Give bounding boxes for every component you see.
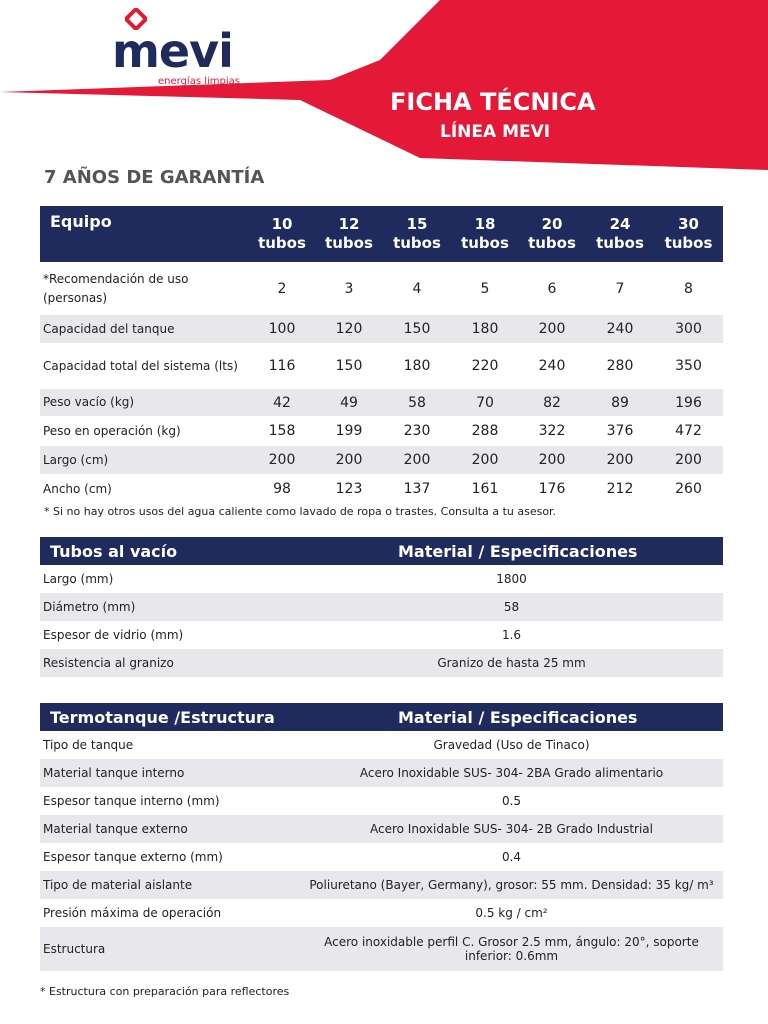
row-label: Largo (mm)	[43, 572, 114, 586]
row-label: Peso en operación (kg)	[43, 423, 181, 438]
table-row	[40, 927, 723, 971]
table-cell: 1.6	[501, 628, 522, 642]
column-header: 18 tubos	[461, 215, 509, 252]
table-row	[40, 593, 723, 621]
table-cell: Granizo de hasta 25 mm	[437, 656, 586, 670]
table-cell: 260	[675, 481, 702, 497]
column-header: 15 tubos	[393, 215, 441, 252]
table-cell: 200	[675, 452, 702, 468]
table-row	[40, 343, 723, 389]
table-cell: 196	[675, 394, 702, 411]
tubes-table	[40, 537, 723, 677]
table-row	[40, 759, 723, 787]
table-row	[40, 474, 723, 504]
warranty-heading: 7 AÑOS DE GARANTÍA	[44, 167, 265, 188]
table-cell: 161	[471, 481, 499, 497]
column-header: 20 tubos	[528, 215, 576, 252]
table-cell: Poliuretano (Bayer, Germany), grosor: 55 mm. Densidad: 35 kg/ m³	[309, 878, 714, 892]
table-cell: Acero Inoxidable SUS- 304- 2B Grado Industrial	[369, 822, 653, 836]
table-cell: 2	[277, 280, 287, 297]
table-row	[40, 649, 723, 677]
row-label: Peso vacío (kg)	[43, 395, 135, 409]
table-cell: 472	[675, 423, 702, 439]
table-cell: 150	[335, 358, 363, 374]
table-cell: 98	[273, 481, 291, 497]
table-cell: 7	[615, 280, 625, 297]
table-cell: 116	[268, 358, 296, 374]
table-cell: 82	[543, 394, 561, 411]
table-cell: 100	[268, 321, 296, 337]
row-label: Espesor tanque externo (mm)	[43, 850, 223, 864]
table-row	[40, 621, 723, 649]
table-cell: 1800	[496, 572, 527, 586]
row-label: *Recomendación de uso (personas)	[43, 271, 189, 305]
table-cell: 230	[403, 423, 431, 439]
table-cell: 280	[606, 358, 634, 374]
brand-tagline: energías limpias	[158, 76, 240, 87]
table-cell: 5	[480, 280, 490, 297]
tubes-header-left: Tubos al vacío	[50, 541, 178, 561]
table-row	[40, 787, 723, 815]
row-label: Capacidad total del sistema (lts)	[43, 358, 238, 373]
table-cell: 212	[606, 481, 634, 497]
table-cell: Acero inoxidable perfil C. Grosor 2.5 mm, ángulo: 20°, soporte inferior: 0.6mm	[324, 935, 699, 963]
table-cell: 220	[471, 358, 499, 374]
table-row	[40, 565, 723, 593]
brand-logo: mevi	[112, 24, 233, 78]
tank-table	[40, 703, 723, 971]
column-header: 12 tubos	[325, 215, 373, 252]
row-label: Material tanque interno	[43, 766, 185, 780]
table-cell: 240	[538, 358, 566, 374]
table-cell: 123	[335, 481, 363, 497]
table-cell: 89	[611, 394, 629, 411]
table-cell: 200	[335, 452, 363, 468]
table-cell: 176	[538, 481, 566, 497]
row-label: Estructura	[43, 942, 106, 956]
table-cell: 0.4	[501, 850, 522, 864]
row-label: Capacidad del tanque	[43, 321, 175, 336]
table-cell: 199	[335, 423, 363, 439]
tubes-header-right: Material / Especificaciones	[398, 541, 638, 561]
table-cell: 49	[340, 394, 358, 411]
column-header: 24 tubos	[596, 215, 644, 252]
table-cell: 300	[675, 321, 702, 337]
table-row	[40, 315, 723, 343]
table-row	[40, 446, 723, 474]
table-cell: 180	[471, 321, 499, 337]
table-row	[40, 262, 723, 315]
table-row	[40, 416, 723, 446]
table-cell: 0.5	[501, 794, 522, 808]
row-label: Material tanque externo	[43, 822, 188, 836]
row-label: Tipo de material aislante	[43, 878, 193, 892]
row-label: Espesor tanque interno (mm)	[43, 794, 220, 808]
row-label: Espesor de vidrio (mm)	[43, 628, 184, 642]
table-cell: Gravedad (Uso de Tinaco)	[433, 738, 590, 752]
tank-header-row	[40, 703, 723, 731]
table-cell: Acero Inoxidable SUS- 304- 2BA Grado alimentario	[359, 766, 664, 780]
table-cell: 200	[403, 452, 431, 468]
table-cell: 200	[606, 452, 634, 468]
table-cell: 350	[675, 358, 702, 374]
table-cell: 158	[268, 423, 296, 439]
equipment-header-row	[40, 206, 723, 262]
table-cell: 58	[408, 394, 426, 411]
table-cell: 200	[538, 452, 566, 468]
table-cell: 200	[268, 452, 296, 468]
table-cell: 376	[606, 423, 634, 439]
table-row	[40, 899, 723, 927]
table-cell: 200	[471, 452, 499, 468]
table-row	[40, 731, 723, 759]
table-cell: 58	[503, 600, 520, 614]
table-row	[40, 389, 723, 416]
table-cell: 200	[538, 321, 566, 337]
document-title: FICHA TÉCNICA	[390, 88, 596, 116]
table-cell: 3	[344, 280, 354, 297]
table-row	[40, 871, 723, 899]
table-cell: 120	[335, 321, 363, 337]
table-cell: 150	[403, 321, 431, 337]
column-header: 30 tubos	[664, 215, 713, 252]
row-label: Tipo de tanque	[43, 738, 134, 752]
table-row	[40, 815, 723, 843]
table-row	[40, 843, 723, 871]
equipment-header-label: Equipo	[50, 212, 112, 231]
tank-footnote: * Estructura con preparación para reflectores	[40, 985, 290, 998]
row-label: Resistencia al granizo	[43, 656, 174, 670]
table-cell: 137	[403, 481, 431, 497]
tank-header-left: Termotanque /Estructura	[50, 707, 275, 727]
table-cell: 42	[273, 394, 291, 411]
table-cell: 4	[412, 280, 422, 297]
row-label: Largo (cm)	[43, 452, 109, 467]
table-cell: 8	[684, 280, 693, 297]
table-cell: 240	[606, 321, 634, 337]
row-label: Presión máxima de operación	[43, 906, 222, 920]
table-cell: 70	[476, 394, 494, 411]
table-cell: 0.5 kg / cm²	[475, 906, 548, 920]
equipment-footnote: * Si no hay otros usos del agua caliente como lavado de ropa o trastes. Consulta a tu asesor.	[44, 505, 557, 518]
tubes-header-row	[40, 537, 723, 565]
column-header: 10 tubos	[258, 215, 306, 252]
equipment-table	[40, 206, 723, 504]
table-cell: 288	[471, 423, 499, 439]
document-subtitle: LÍNEA MEVI	[440, 122, 551, 142]
table-cell: 180	[403, 358, 431, 374]
tank-header-right: Material / Especificaciones	[398, 707, 638, 727]
row-label: Diámetro (mm)	[43, 600, 136, 614]
row-label: Ancho (cm)	[43, 481, 112, 496]
table-cell: 6	[547, 280, 557, 297]
table-cell: 322	[538, 423, 566, 439]
